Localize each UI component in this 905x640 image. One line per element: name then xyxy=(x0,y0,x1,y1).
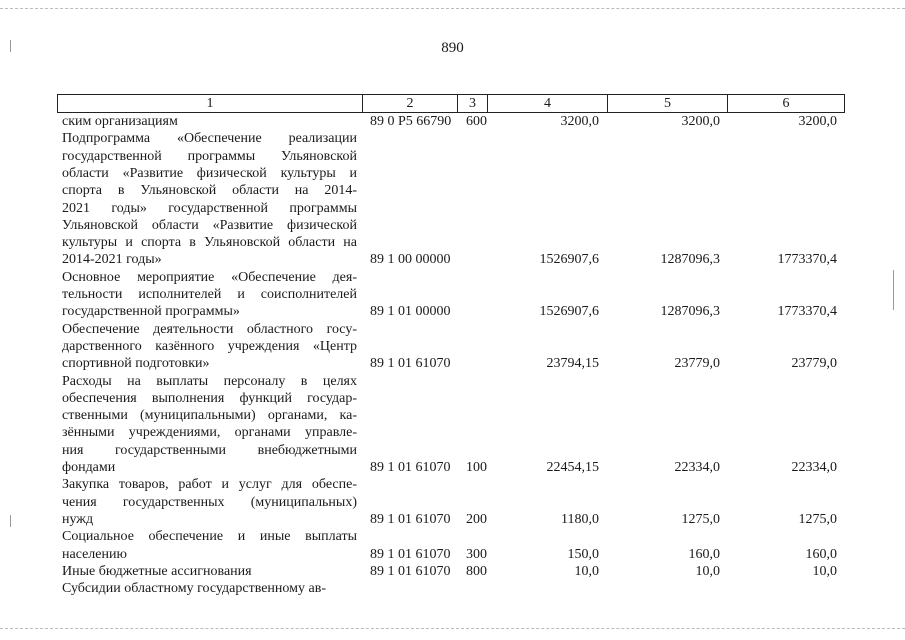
page-number: 890 xyxy=(441,40,464,56)
row-description-line: Обеспечение деятельности областного госу- xyxy=(62,321,357,337)
header-col-6: 6 xyxy=(727,95,845,112)
row-value-col6: 23779,0 xyxy=(791,356,837,372)
row-description-line: Ульяновской области «Развитие физической xyxy=(62,217,357,233)
row-description-line: Субсидии областному государственному ав- xyxy=(62,581,326,597)
top-scan-edge xyxy=(0,8,905,13)
row-value-col4: 22454,15 xyxy=(546,460,599,475)
row-code: 89 1 01 61070 xyxy=(370,546,451,562)
row-description-line: 2021 годы» государственной программы xyxy=(62,200,357,216)
row-value-col6: 1773370,4 xyxy=(777,304,837,320)
row-expense-type: 600 xyxy=(466,114,487,129)
row-description-line: ственными (муниципальными) органами, ка- xyxy=(62,408,357,424)
row-value-col5: 23779,0 xyxy=(674,356,720,372)
row-value-col6: 1773370,4 xyxy=(777,252,837,268)
row-value-col4: 1180,0 xyxy=(561,511,599,527)
row-description-line: Подпрограмма «Обеспечение реализации xyxy=(62,131,357,147)
row-value-col6: 22334,0 xyxy=(791,460,837,475)
row-value-col5: 1287096,3 xyxy=(660,304,720,320)
row-code: 89 1 01 61070 xyxy=(370,563,451,579)
row-expense-type: 200 xyxy=(466,511,487,527)
row-expense-type: 800 xyxy=(466,563,487,579)
row-description-line: обеспечения выполнения функций государ- xyxy=(62,390,357,406)
row-description-line: фондами xyxy=(62,460,116,475)
row-expense-type: 300 xyxy=(466,546,487,562)
row-value-col5: 1275,0 xyxy=(681,511,720,527)
row-description-line: ским организациям xyxy=(62,114,178,129)
row-expense-type: 100 xyxy=(466,460,487,475)
row-code: 89 1 00 00000 xyxy=(370,252,451,268)
header-col-2: 2 xyxy=(362,95,457,112)
row-description-line: чения государственных (муниципальных) xyxy=(62,494,357,510)
row-description-line: населению xyxy=(62,546,127,562)
header-col-5: 5 xyxy=(607,95,727,112)
row-description-line: дарственного казённого учреждения «Центр xyxy=(62,338,357,354)
row-description-line: Расходы на выплаты персоналу в целях xyxy=(62,373,357,389)
row-description-line: Закупка товаров, работ и услуг для обеспе- xyxy=(62,477,357,493)
row-description-line: Основное мероприятие «Обеспечение дея- xyxy=(62,269,357,285)
row-description-line: Иные бюджетные ассигнования xyxy=(62,563,252,579)
row-description-line: тельности исполнителей и соисполнителей xyxy=(62,287,357,302)
row-description-line: государственной программы Ульяновской xyxy=(62,148,357,164)
row-value-col4: 150,0 xyxy=(567,546,599,562)
row-value-col6: 160,0 xyxy=(805,546,837,562)
scan-mark xyxy=(893,270,894,310)
row-value-col4: 3200,0 xyxy=(560,114,599,129)
row-description-line: культуры и спорта в Ульяновской области на xyxy=(62,235,357,251)
header-col-3: 3 xyxy=(457,95,487,112)
row-description-line: ния государственными внебюджетными xyxy=(62,442,357,458)
row-code: 89 1 01 61070 xyxy=(370,356,451,372)
row-value-col4: 10,0 xyxy=(574,563,599,579)
row-code: 89 1 01 00000 xyxy=(370,304,451,320)
row-value-col4: 1526907,6 xyxy=(539,252,599,268)
row-value-col4: 1526907,6 xyxy=(539,304,599,320)
bottom-scan-edge xyxy=(0,628,905,633)
row-value-col6: 1275,0 xyxy=(798,511,837,527)
row-description-line: зёнными учреждениями, органами управле- xyxy=(62,425,357,441)
row-description-line: нужд xyxy=(62,511,94,527)
row-value-col5: 3200,0 xyxy=(681,114,720,129)
row-value-col5: 22334,0 xyxy=(674,460,720,475)
row-description-line: области «Развитие физической культуры и xyxy=(62,165,357,181)
row-code: 89 0 P5 66790 xyxy=(370,114,452,129)
row-value-col5: 10,0 xyxy=(695,563,720,579)
row-value-col5: 160,0 xyxy=(688,546,720,562)
row-description-line: 2014-2021 годы» xyxy=(62,252,162,268)
scan-mark xyxy=(10,515,11,527)
row-code: 89 1 01 61070 xyxy=(370,511,451,527)
header-col-4: 4 xyxy=(487,95,607,112)
row-value-col5: 1287096,3 xyxy=(660,252,720,268)
header-col-1: 1 xyxy=(57,95,362,112)
row-value-col6: 3200,0 xyxy=(798,114,837,129)
row-value-col4: 23794,15 xyxy=(546,356,599,372)
row-description-line: спорта в Ульяновской области на 2014- xyxy=(62,183,357,199)
row-description-line: Социальное обеспечение и иные выплаты xyxy=(62,529,357,545)
row-description-line: государственной программы» xyxy=(62,304,240,320)
row-description-line: спортивной подготовки» xyxy=(62,356,210,372)
row-value-col6: 10,0 xyxy=(812,563,837,579)
table-header-row xyxy=(57,94,845,113)
row-code: 89 1 01 61070 xyxy=(370,460,451,475)
